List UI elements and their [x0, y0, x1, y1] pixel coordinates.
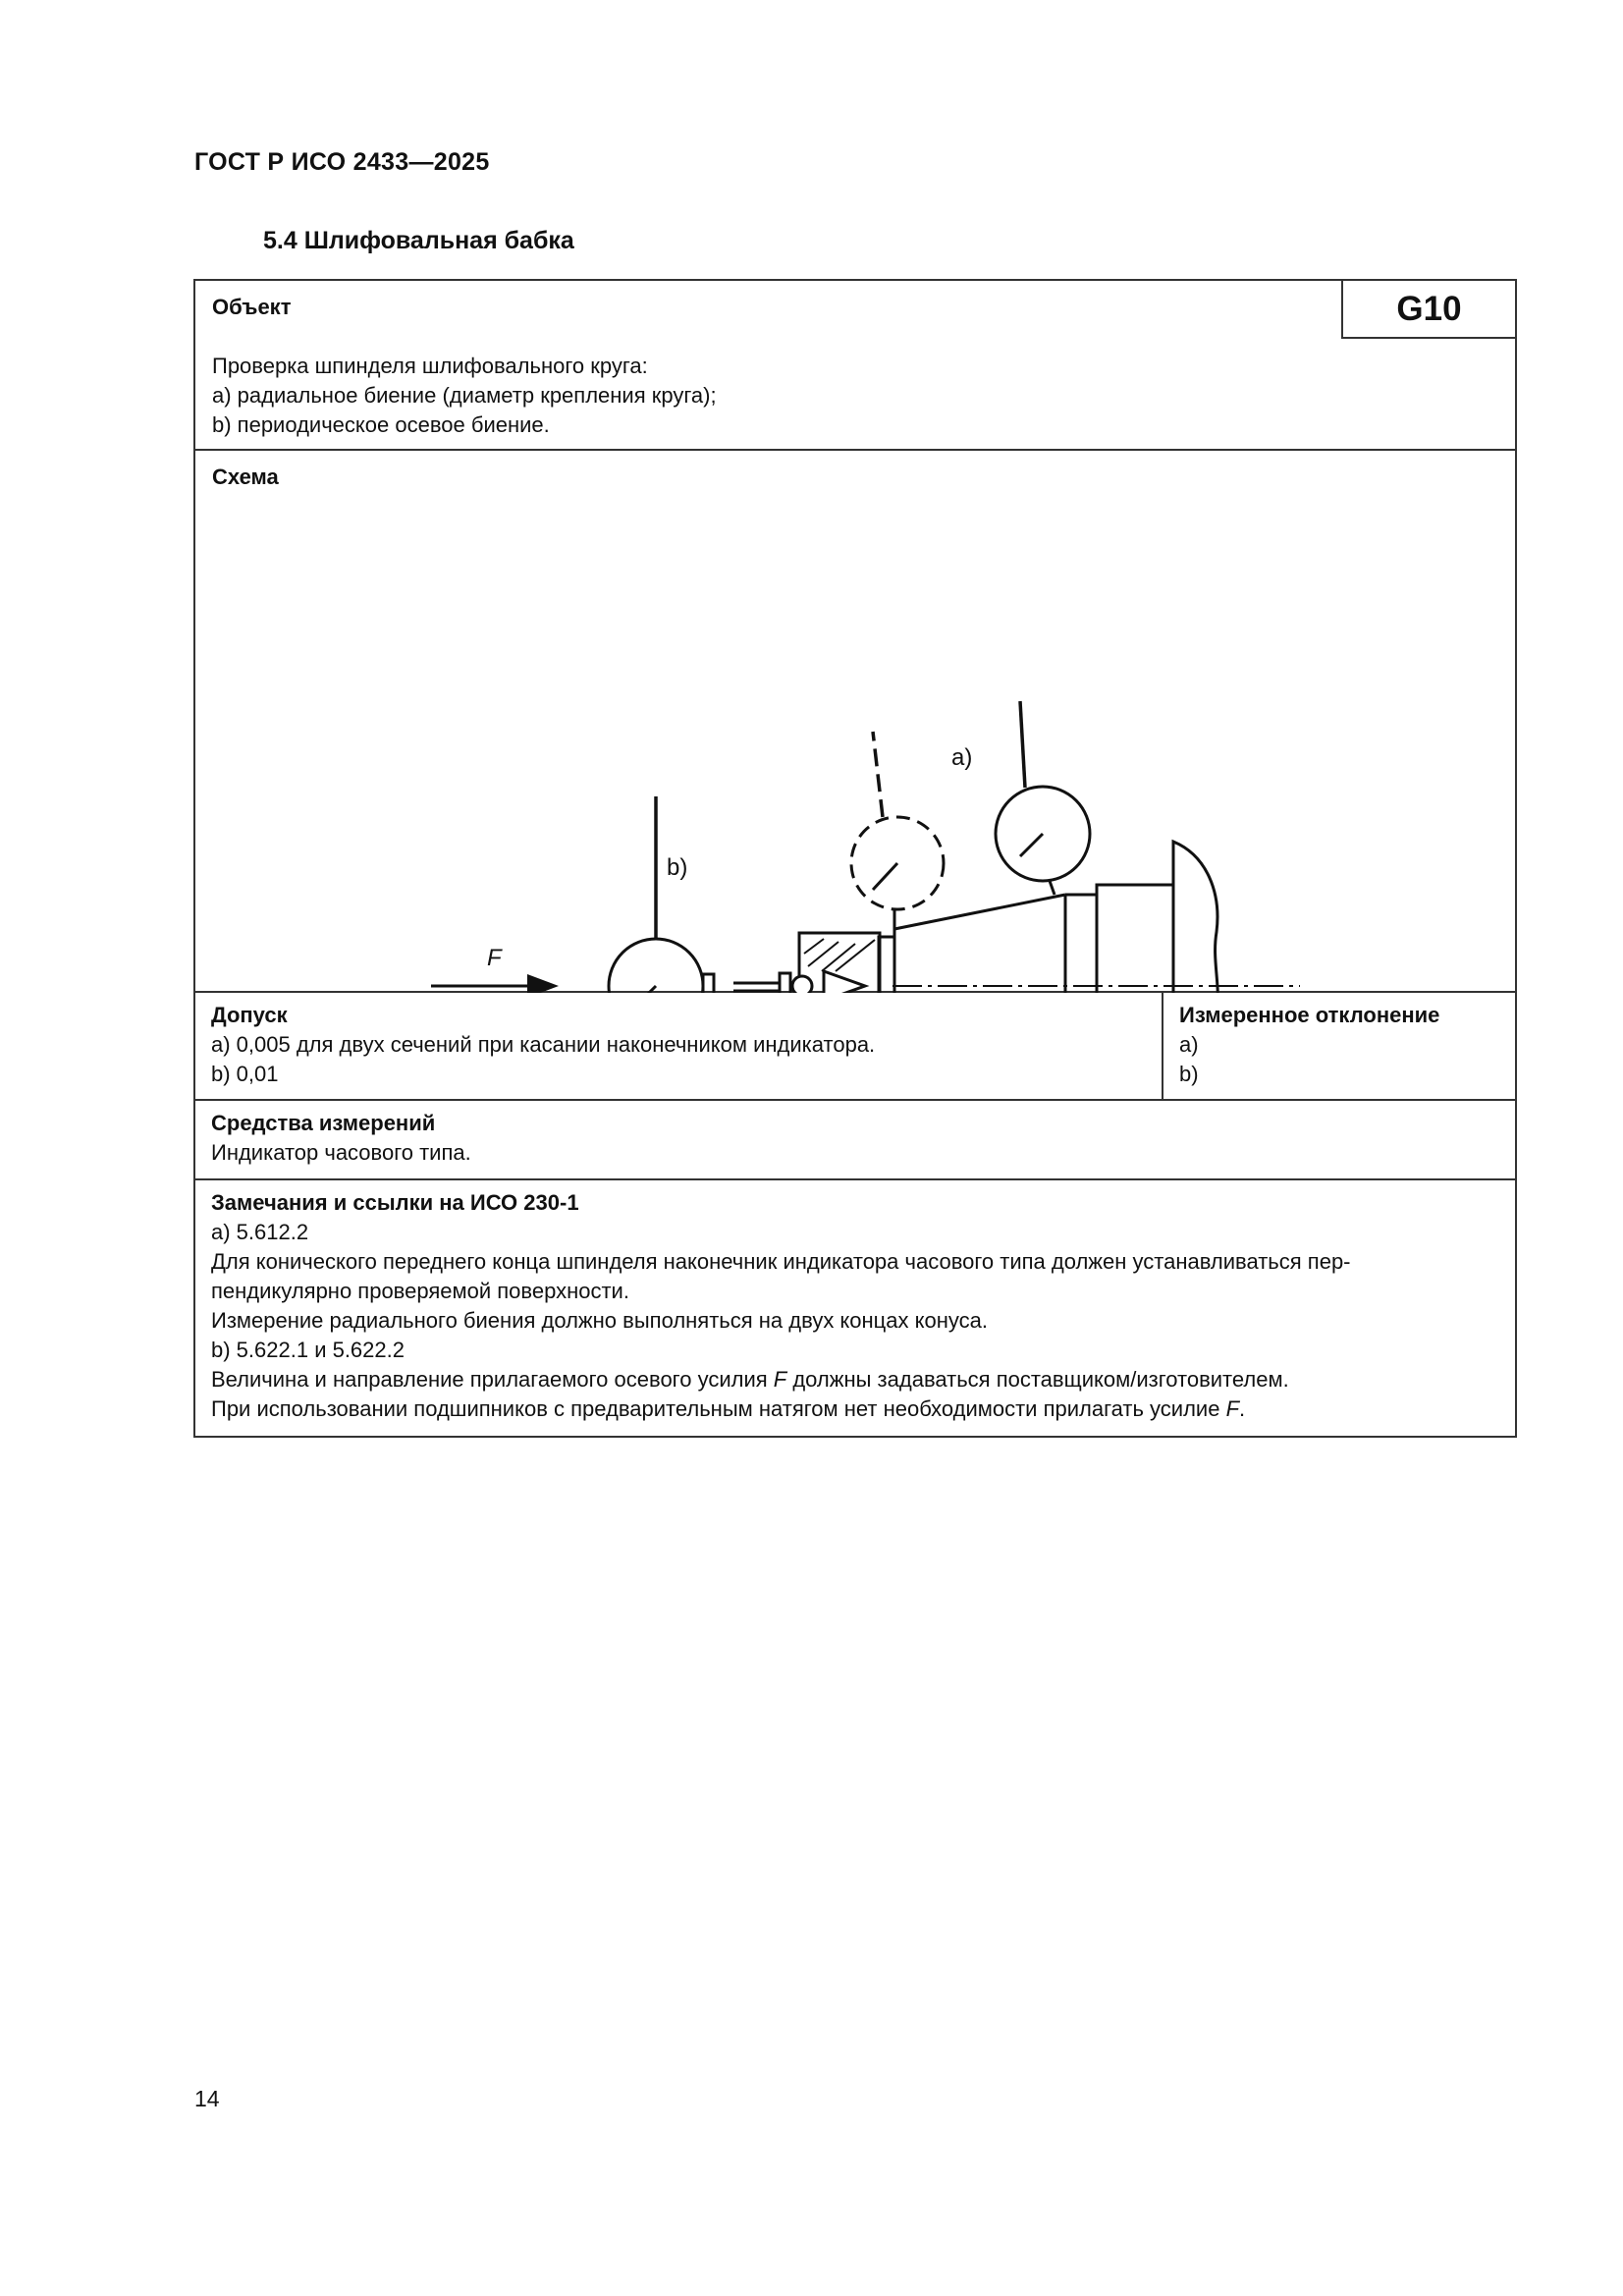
measured-deviation-cell	[1163, 993, 1515, 1099]
section-title: 5.4 Шлифовальная бабка	[263, 227, 574, 254]
notes-line: b) 5.622.1 и 5.622.2	[211, 1338, 405, 1362]
object-label: Объект	[212, 295, 292, 319]
tolerance-row	[195, 993, 1515, 1101]
tolerance-cell	[195, 993, 1163, 1099]
notes-text: должны задаваться поставщиком/изготовителем.	[786, 1367, 1289, 1392]
scheme-label-a: a)	[951, 744, 973, 771]
notes-row	[195, 1180, 1515, 1436]
notes-line	[211, 1365, 1499, 1394]
notes-text: Величина и направление прилагаемого осевого усилия	[211, 1367, 774, 1392]
scheme-label: Схема	[212, 465, 279, 489]
notes-label: Замечания и ссылки на ИСО 230-1	[211, 1190, 579, 1215]
measuring-means-row	[195, 1101, 1515, 1180]
force-symbol: F	[1225, 1396, 1240, 1421]
ball-contact	[792, 976, 812, 993]
measured-label: Измеренное отклонение	[1179, 1003, 1440, 1027]
notes-line: a) 5.612.2	[211, 1220, 309, 1244]
means-text: Индикатор часового типа.	[211, 1140, 471, 1165]
spindle-collar	[1097, 885, 1173, 993]
standard-code: ГОСТ Р ИСО 2433—2025	[194, 148, 490, 176]
means-label: Средства измерений	[211, 1111, 436, 1135]
page-number: 14	[194, 2086, 220, 2111]
notes-line	[211, 1394, 1499, 1424]
tolerance-a: a) 0,005 для двух сечений при касании наконечником индикатора.	[211, 1032, 876, 1057]
test-code-badge: G10	[1341, 281, 1515, 339]
notes-text: .	[1239, 1396, 1246, 1421]
notes-line: Для конического переднего конца шпинделя наконечник индикатора часового типа должен устанавливаться пер-	[211, 1249, 1351, 1274]
scheme-diagram	[195, 451, 1515, 993]
object-line: b) периодическое осевое биение.	[212, 412, 550, 437]
object-line: Проверка шпинделя шлифовального круга:	[212, 354, 648, 378]
test-sheet-table	[193, 279, 1517, 1438]
measured-b: b)	[1179, 1062, 1199, 1086]
measured-a: a)	[1179, 1032, 1199, 1057]
notes-text: При использовании подшипников с предварительным натягом нет необходимости прилагать усилие	[211, 1396, 1226, 1421]
force-symbol: F	[773, 1367, 787, 1392]
object-line: a) радиальное биение (диаметр крепления круга);	[212, 383, 717, 408]
tolerance-b: b) 0,01	[211, 1062, 279, 1086]
scheme-row	[195, 451, 1515, 993]
dial-indicator-b-icon	[609, 939, 703, 993]
spindle-taper	[894, 895, 1065, 993]
tolerance-label: Допуск	[211, 1003, 288, 1027]
object-row	[195, 281, 1515, 451]
wheel-flange	[1173, 842, 1217, 993]
notes-line: пендикулярно проверяемой поверхности.	[211, 1279, 629, 1303]
object-description	[212, 352, 717, 440]
scheme-label-f: F	[487, 945, 502, 971]
scheme-label-b: b)	[667, 854, 688, 881]
notes-line: Измерение радиального биения должно выполняться на двух концах конуса.	[211, 1308, 988, 1333]
